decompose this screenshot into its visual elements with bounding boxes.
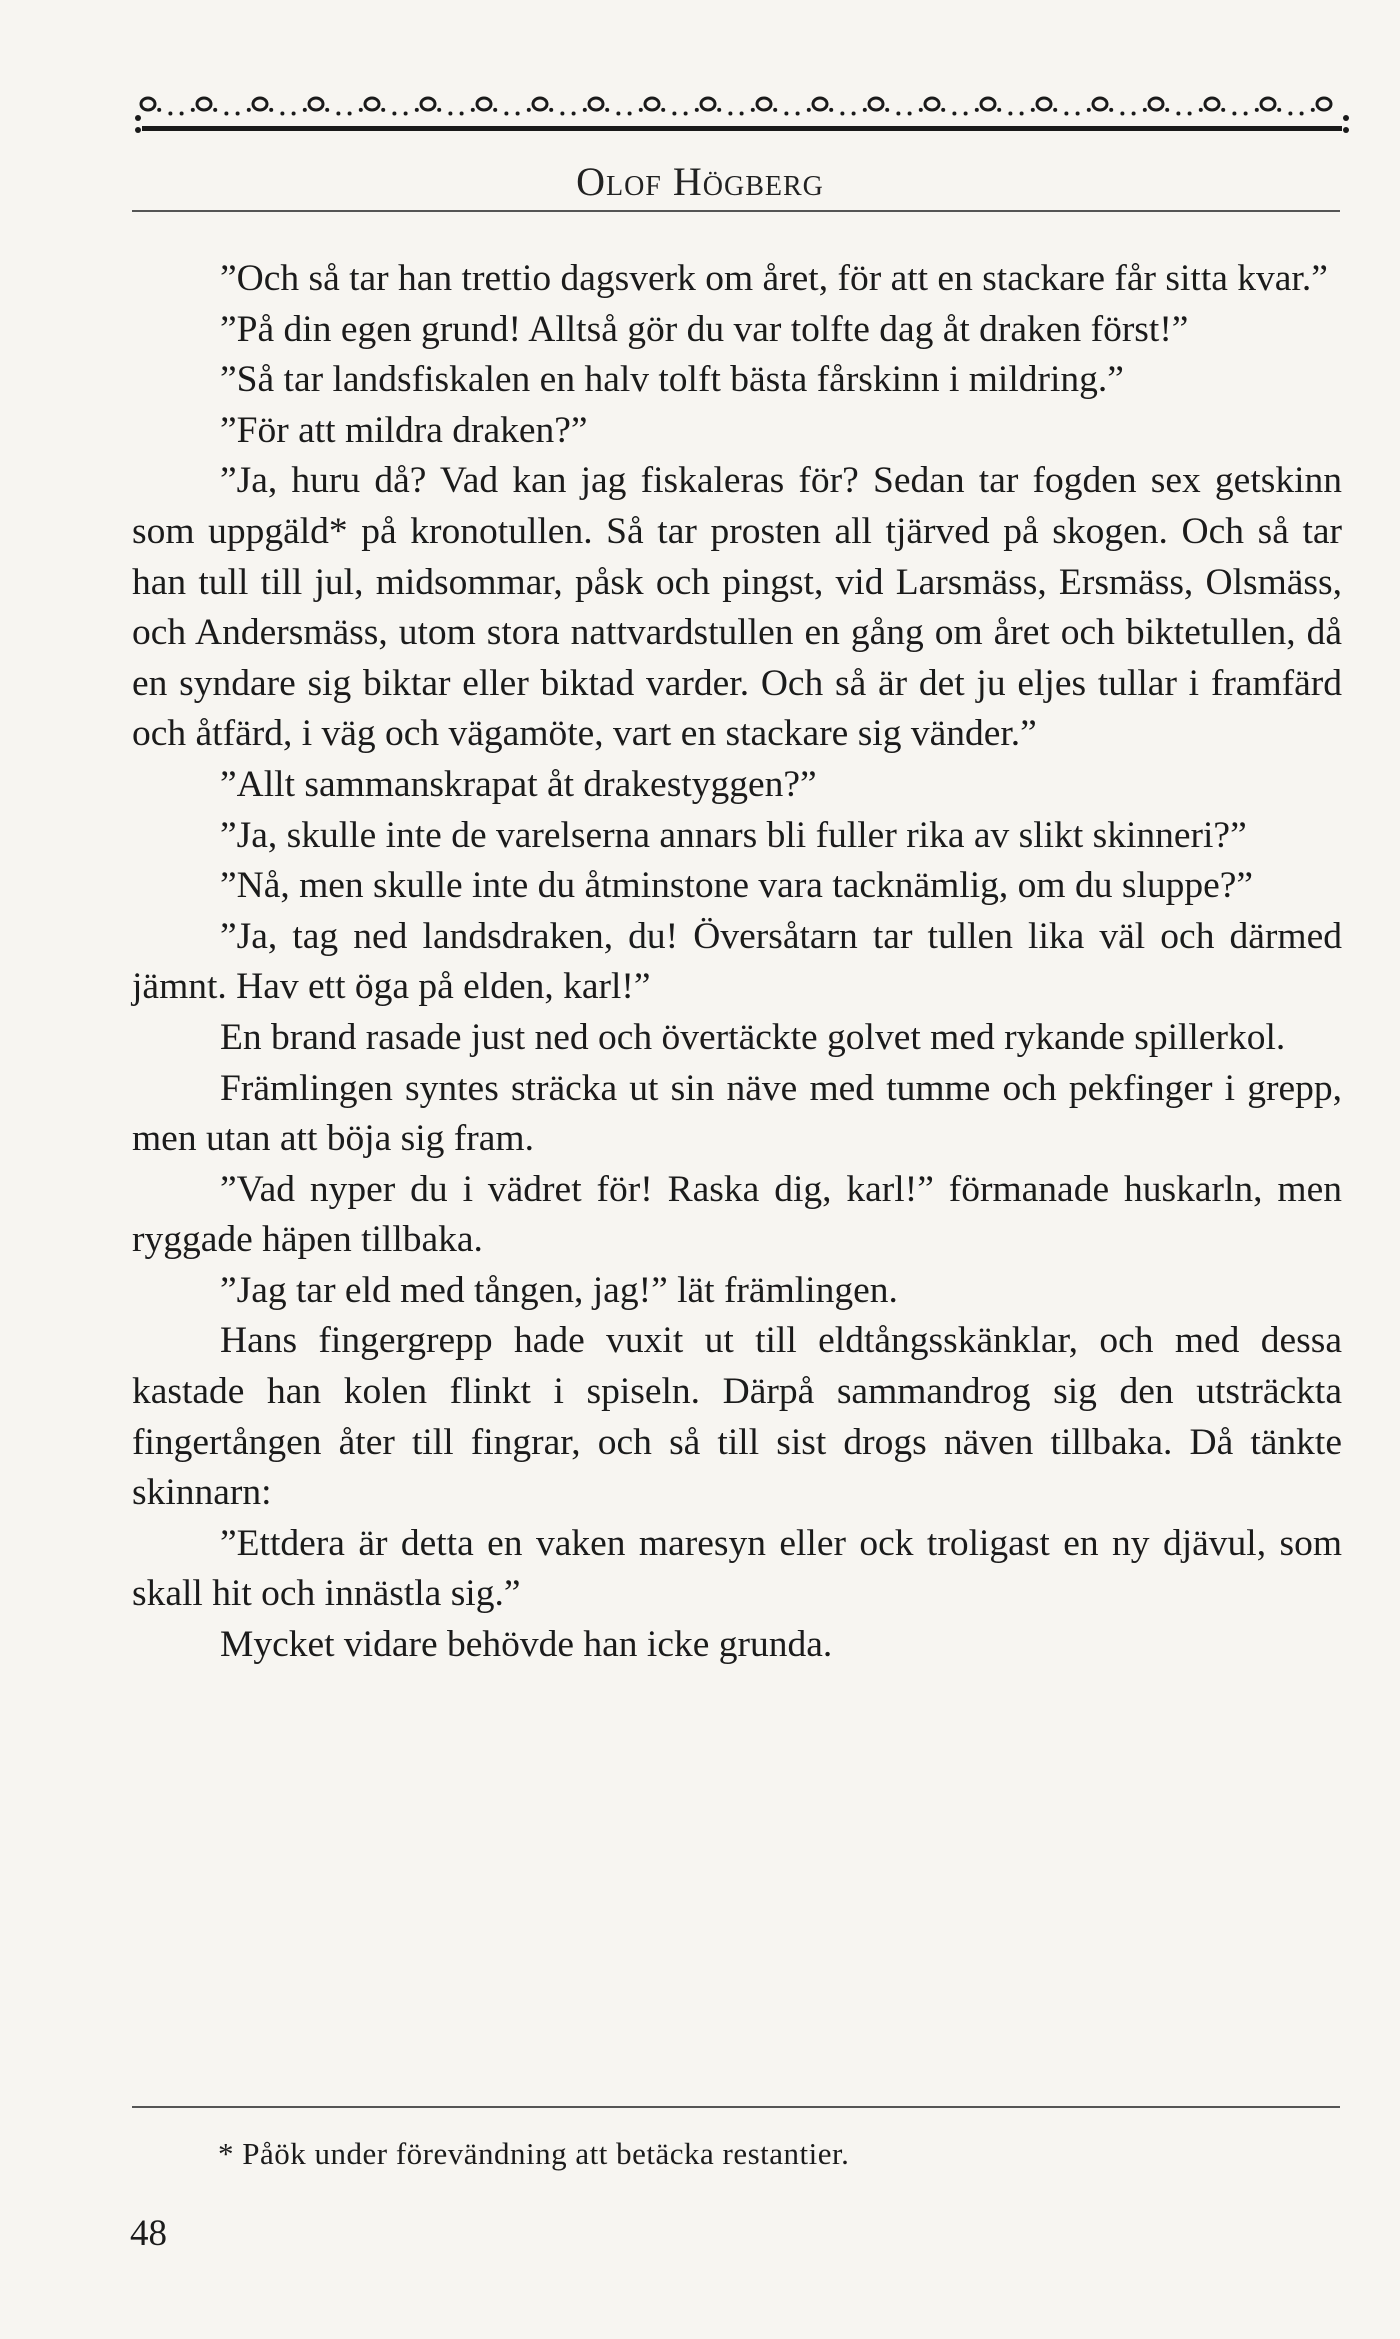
ornament-ring — [1037, 98, 1051, 110]
ornament-dot — [247, 108, 251, 112]
ornament-dot — [1277, 108, 1281, 112]
ornament-dot — [807, 108, 811, 112]
ornament-dot — [236, 112, 240, 116]
ornament-ring — [141, 98, 155, 110]
ornament-ring — [925, 98, 939, 110]
ornament-dot — [717, 108, 721, 112]
ornament-ring — [365, 98, 379, 110]
ornament-dot — [1176, 112, 1180, 116]
ornament-dot — [292, 112, 296, 116]
ornament-dot — [829, 108, 833, 112]
paragraph: En brand rasade just ned och övertäckte golvet med rykande spillerkol. — [220, 1016, 1286, 1058]
ornament-dot — [1064, 112, 1068, 116]
ornament-dot — [1300, 112, 1304, 116]
ornament-ring — [589, 98, 603, 110]
ornament-dot — [964, 112, 968, 116]
ornament-dot — [1132, 112, 1136, 116]
ornament-dot — [784, 112, 788, 116]
ornament-dot — [885, 108, 889, 112]
ornament-dot — [672, 112, 676, 116]
ornament-ring — [1093, 98, 1107, 110]
ornament-dot — [997, 108, 1001, 112]
ornament-dot — [1311, 108, 1315, 112]
ornament-dot — [1199, 108, 1203, 112]
ornament-dot — [605, 108, 609, 112]
ornament-dot — [471, 108, 475, 112]
ornament-dot — [168, 112, 172, 116]
ornament-dot — [213, 108, 217, 112]
paragraph: Mycket vidare behövde han icke grunda. — [220, 1624, 833, 1666]
ornament-dot — [1008, 112, 1012, 116]
ornament-dot — [639, 108, 643, 112]
ornament-dot — [516, 112, 520, 116]
ornament-dot — [773, 108, 777, 112]
ornament-dot — [1020, 112, 1024, 116]
ornament-dot — [952, 112, 956, 116]
paragraph: ”Och så tar han trettio dagsverk om året, för att en stackare får sitta kvar.” — [220, 258, 1328, 299]
ornament-ring — [813, 98, 827, 110]
ornament-dot — [975, 108, 979, 112]
ornament-dot — [1165, 108, 1169, 112]
ornament-dot — [549, 108, 553, 112]
decorative-header-border — [132, 78, 1354, 140]
ornament-dot — [1109, 108, 1113, 112]
ornament-dot — [1221, 108, 1225, 112]
ornament-dot — [1143, 108, 1147, 112]
ornament-dot — [191, 108, 195, 112]
ornament-dot — [359, 108, 363, 112]
paragraph: ”På din egen grund! Alltså gör du var tolfte dag åt draken först!” — [220, 308, 1189, 350]
ornament-dot — [348, 112, 352, 116]
paragraph: Främlingen syntes sträcka ut sin näve med tumme och pekfinger i grepp, men utan att böja sig fram. — [132, 1067, 1342, 1160]
ornament-dot — [1255, 108, 1259, 112]
ornament-dot — [941, 108, 945, 112]
ornament-dot — [269, 108, 273, 112]
ornament-dot — [908, 112, 912, 116]
ornament-ring — [701, 98, 715, 110]
paragraph: ”Allt sammanskrapat åt drakestyggen?” — [220, 763, 817, 805]
ornament-dot — [852, 112, 856, 116]
ornament-dot — [527, 108, 531, 112]
paragraph: ”Så tar landsfiskalen en halv tolft bästa fårskinn i mildring.” — [220, 359, 1124, 401]
ornament-ring — [981, 98, 995, 110]
body-text — [132, 254, 1342, 1671]
ornament-dot — [460, 112, 464, 116]
ornament-dot — [303, 108, 307, 112]
ornament-dot — [1288, 112, 1292, 116]
ornament-ring — [533, 98, 547, 110]
ornament-dot — [415, 108, 419, 112]
ornament-dot — [1053, 108, 1057, 112]
paragraph: ”Jag tar eld med tången, jag!” lät främlingen. — [220, 1269, 898, 1311]
ornament-dot — [392, 112, 396, 116]
ornament-ring — [869, 98, 883, 110]
ornament-ring — [757, 98, 771, 110]
ornament-dot — [448, 112, 452, 116]
ornament-dot — [684, 112, 688, 116]
ornament-dot — [224, 112, 228, 116]
ornament-ring — [1261, 98, 1275, 110]
paragraph: ”Vad nyper du i vädret för! Raska dig, karl!” förmanade huskarln, men ryggade häpen tillbaka. — [132, 1168, 1342, 1261]
ornament-dot — [628, 112, 632, 116]
footnote: * Påök under förevändning att betäcka restantier. — [218, 2136, 850, 2171]
ornament-dot — [896, 112, 900, 116]
ornament-ring — [1149, 98, 1163, 110]
ornament-dot — [572, 112, 576, 116]
ornament-ring — [421, 98, 435, 110]
ornament-dot — [504, 112, 508, 116]
paragraph: ”För att mildra draken?” — [220, 409, 588, 451]
paragraph: ”Nå, men skulle inte du åtminstone vara tacknämlig, om du sluppe?” — [220, 865, 1254, 907]
ornament-dot — [157, 108, 161, 112]
ornament-ring — [197, 98, 211, 110]
ornament-dot — [1087, 108, 1091, 112]
ornament-dot — [840, 112, 844, 116]
paragraph: ”Ja, skulle inte de varelserna annars bli fuller rika av slikt skinneri?” — [220, 814, 1247, 856]
ornament-dot — [336, 112, 340, 116]
ornament-dot — [616, 112, 620, 116]
ornament-ring — [1205, 98, 1219, 110]
paragraph: ”Ja, tag ned landsdraken, du! Översåtarn tar tullen lika väl och därmed jämnt. Hav ett öga på elden, karl!” — [132, 915, 1342, 1008]
ornament-dot — [1076, 112, 1080, 116]
paragraph: ”Ettdera är detta en vaken maresyn eller ock troligast en ny djävul, som skall hit och innästla sig.” — [132, 1522, 1342, 1615]
ornament-dot — [583, 108, 587, 112]
ornament-dot — [280, 112, 284, 116]
running-head: Olof Högberg — [576, 159, 824, 204]
ornament-dot — [1120, 112, 1124, 116]
footnote-rule — [132, 2106, 1340, 2108]
ornament-dot — [1244, 112, 1248, 116]
ornament-dot — [1031, 108, 1035, 112]
ornament-dot — [493, 108, 497, 112]
paragraph: ”Ja, huru då? Vad kan jag fiskaleras för? Sedan tar fogden sex getskinn som uppgäld* på kronotullen. Så tar prosten all tjärved på skogen. Och så tar han tull till jul, midsommar, påsk och pingst, vid Larsmäss, Ersmäss, Olsmäss, och Andersmäss, utom stora nattvardstullen en gång om året och biktetullen, då en syndare sig biktar eller biktad varder. Och så är det ju eljes tullar i framfärd och åtfärd, i väg och vägamöte, vart en stackare sig vänder.” — [132, 460, 1342, 755]
ornament-dot — [1188, 112, 1192, 116]
ornament-dot — [863, 108, 867, 112]
ornament-dot — [381, 108, 385, 112]
paragraph: Hans fingergrepp hade vuxit ut till eldtångsskänklar, och med dessa kastade han kolen flinkt i spiseln. Därpå sammandrog sig den utsträckta fingertången åter till fingrar, och så till sist drogs näven tillbaka. Då tänkte skinnarn: — [132, 1320, 1342, 1514]
ornament-dot — [560, 112, 564, 116]
ornament-ring — [477, 98, 491, 110]
ornament-ring — [645, 98, 659, 110]
ornament-ring — [253, 98, 267, 110]
ornament-dot — [796, 112, 800, 116]
ornament-dot — [728, 112, 732, 116]
ornament-dot — [661, 108, 665, 112]
ornament-dot — [740, 112, 744, 116]
ornament-dot — [180, 112, 184, 116]
ornament-dot — [751, 108, 755, 112]
ornament-dot — [404, 112, 408, 116]
ornament-dot — [325, 108, 329, 112]
page-number: 48 — [130, 2213, 167, 2254]
ornament-dot — [1232, 112, 1236, 116]
ornament-dot — [695, 108, 699, 112]
ornament-ring — [1317, 98, 1331, 110]
ornament-dot — [437, 108, 441, 112]
ornament-dot — [919, 108, 923, 112]
header-rule — [132, 210, 1340, 212]
ornament-ring — [309, 98, 323, 110]
